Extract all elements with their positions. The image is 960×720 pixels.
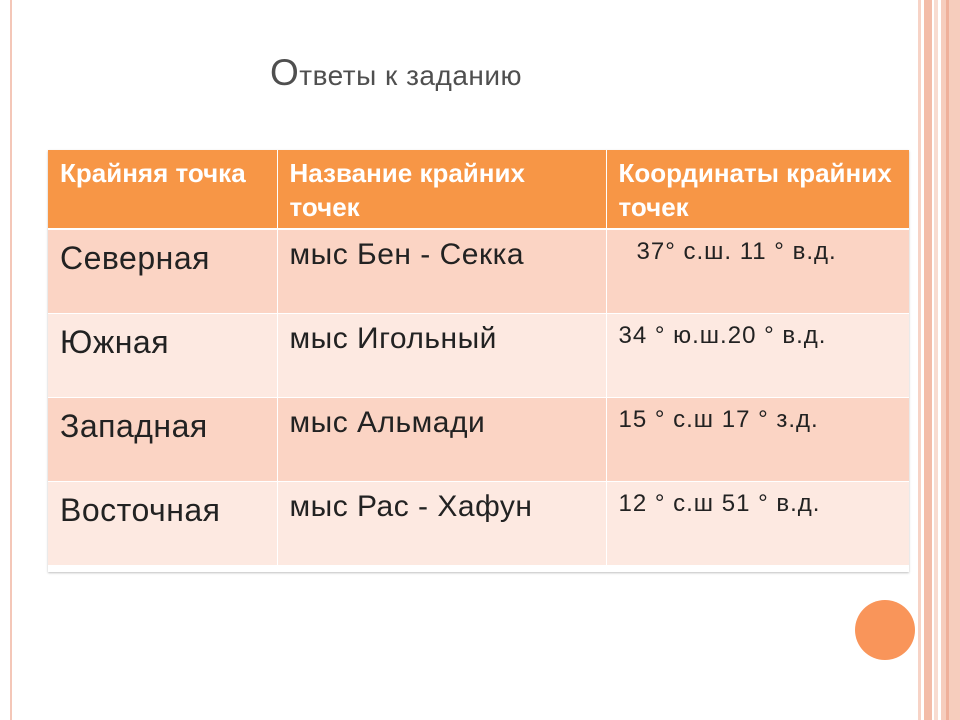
- cell-coords: 37° с.ш. 11 ° в.д.: [606, 229, 909, 313]
- cell-coords: 34 ° ю.ш.20 ° в.д.: [606, 313, 909, 397]
- cell-coords: 15 ° с.ш 17 ° з.д.: [606, 397, 909, 481]
- decor-circle: [855, 600, 915, 660]
- cell-point: Западная: [48, 397, 277, 481]
- table-row: [48, 481, 909, 565]
- decor-stripe: [934, 0, 938, 720]
- title-first-letter: О: [270, 52, 300, 93]
- table-row: [48, 397, 909, 481]
- cell-point: Восточная: [48, 481, 277, 565]
- header-name: Название крайних точек: [277, 150, 606, 229]
- cell-point: Южная: [48, 313, 277, 397]
- header-coords: Координаты крайних точек: [606, 150, 909, 229]
- decor-stripe: [941, 0, 960, 720]
- cell-coords: 12 ° с.ш 51 ° в.д.: [606, 481, 909, 565]
- decor-stripe: [946, 0, 949, 720]
- cell-name: мыс Игольный: [277, 313, 606, 397]
- title-rest: тветы к заданию: [299, 60, 522, 91]
- table-header-row: [48, 150, 909, 229]
- table-row: [48, 313, 909, 397]
- slide-title: [270, 52, 522, 94]
- answers-table: [48, 150, 909, 566]
- table-row: [48, 229, 909, 313]
- header-point: Крайняя точка: [48, 150, 277, 229]
- decor-stripe: [918, 0, 921, 720]
- decor-stripe: [924, 0, 932, 720]
- cell-name: мыс Бен - Секка: [277, 229, 606, 313]
- cell-point: Северная: [48, 229, 277, 313]
- left-frame-line: [10, 0, 12, 720]
- cell-name: мыс Рас - Хафун: [277, 481, 606, 565]
- cell-name: мыс Альмади: [277, 397, 606, 481]
